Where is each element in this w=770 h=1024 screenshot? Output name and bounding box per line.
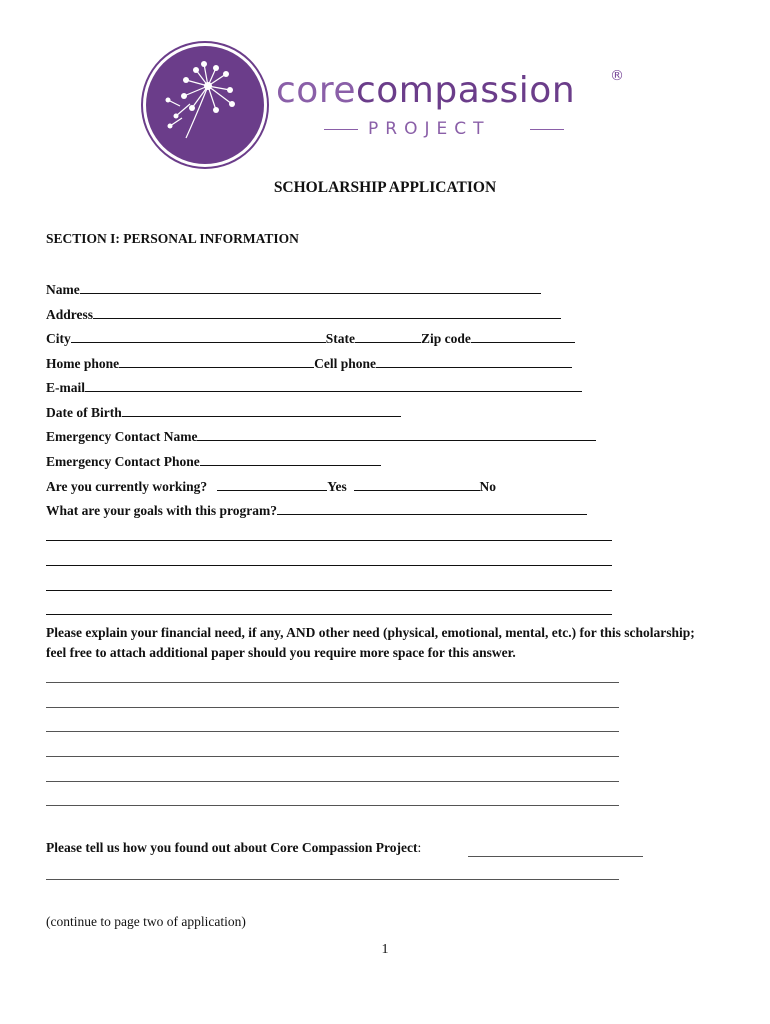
home-phone-field[interactable]: [119, 354, 314, 368]
financial-answer-line[interactable]: [46, 805, 619, 806]
dandelion-icon: [146, 46, 264, 164]
address-row: [46, 305, 561, 323]
city-label: City: [46, 331, 71, 346]
emergency-phone-label: Emergency Contact Phone: [46, 454, 200, 469]
financial-need-prompt: Please explain your financial need, if any, AND other need (physical, emotional, mental, etc.) for this scholarship; feel free to attach additional paper should you require more space for this answer.: [46, 625, 695, 660]
brand-name: [276, 70, 575, 111]
state-label: State: [325, 331, 355, 346]
continue-note: (continue to page two of application): [46, 914, 246, 929]
goals-field[interactable]: [277, 501, 587, 515]
logo-emblem: [146, 46, 264, 164]
working-yes-label: Yes: [327, 479, 347, 494]
page-number: 1: [381, 942, 389, 957]
found-out-answer-line[interactable]: [46, 879, 619, 880]
goals-answer-line[interactable]: [46, 614, 612, 615]
goals-answer-line[interactable]: [46, 540, 612, 541]
financial-answer-line[interactable]: [46, 781, 619, 782]
working-row: [46, 477, 496, 495]
goals-label: What are your goals with this program?: [46, 503, 278, 518]
financial-answer-line[interactable]: [46, 682, 619, 683]
address-label: Address: [46, 307, 94, 322]
cell-phone-label: Cell phone: [314, 356, 377, 371]
found-out-colon: :: [417, 840, 422, 855]
working-yes-field[interactable]: [217, 477, 327, 491]
emergency-phone-field[interactable]: [200, 452, 381, 466]
brand-name-light: core: [276, 70, 356, 111]
dob-label: Date of Birth: [46, 405, 122, 420]
zip-field[interactable]: [471, 329, 575, 343]
name-label: Name: [46, 282, 80, 297]
page-title: SCHOLARSHIP APPLICATION: [273, 179, 497, 196]
emergency-name-row: [46, 427, 596, 445]
email-label: E-mail: [46, 380, 85, 395]
dob-row: [46, 403, 401, 421]
brand-subtitle-text: PROJECT: [368, 119, 491, 139]
city-row: [46, 329, 575, 347]
email-field[interactable]: [85, 378, 582, 392]
working-question: Are you currently working?: [46, 479, 208, 494]
section-heading: SECTION I: PERSONAL INFORMATION: [46, 231, 299, 246]
brand-subtitle: [324, 117, 564, 141]
goals-row: [46, 501, 587, 519]
financial-answer-line[interactable]: [46, 756, 619, 757]
city-field[interactable]: [71, 329, 326, 343]
found-out-prompt-row: [46, 840, 421, 856]
state-field[interactable]: [355, 329, 421, 343]
dob-field[interactable]: [122, 403, 401, 417]
found-out-prompt: Please tell us how you found out about Core Compassion Project: [46, 840, 418, 855]
emergency-phone-row: [46, 452, 381, 470]
emergency-name-field[interactable]: [197, 427, 596, 441]
name-field[interactable]: [80, 280, 541, 294]
goals-answer-line[interactable]: [46, 590, 612, 591]
goals-answer-line[interactable]: [46, 565, 612, 566]
phone-row: [46, 354, 572, 372]
working-no-field[interactable]: [354, 477, 480, 491]
address-field[interactable]: [93, 305, 561, 319]
zip-label: Zip code: [421, 331, 471, 346]
name-row: [46, 280, 541, 298]
cell-phone-field[interactable]: [376, 354, 572, 368]
home-phone-label: Home phone: [46, 356, 120, 371]
financial-answer-line[interactable]: [46, 731, 619, 732]
registered-mark: ®: [610, 68, 624, 84]
working-no-label: No: [479, 479, 496, 494]
email-row: [46, 378, 582, 396]
found-out-field[interactable]: [468, 856, 643, 857]
emergency-name-label: Emergency Contact Name: [46, 429, 198, 444]
financial-answer-line[interactable]: [46, 707, 619, 708]
brand-name-strong: compassion: [355, 70, 576, 111]
